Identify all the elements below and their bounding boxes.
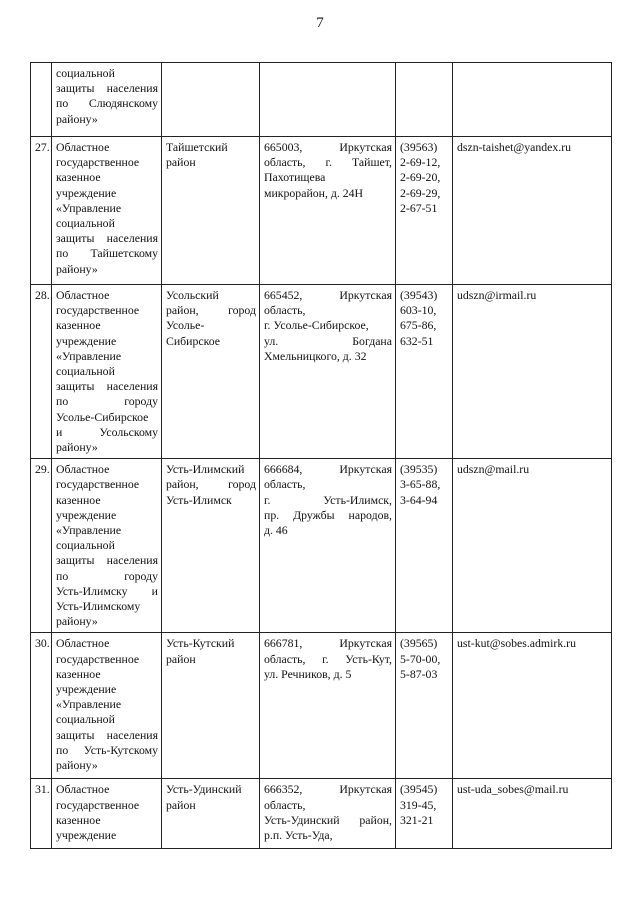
name-line: району»: [56, 440, 98, 455]
district-line: район: [166, 155, 196, 170]
address-cell: [260, 285, 396, 459]
address-line: область, г. Усть-Кут,: [264, 651, 392, 666]
table-body: [31, 63, 612, 849]
name-line: «Управление: [56, 523, 122, 538]
row-number-cell: [31, 137, 52, 285]
row-number: 29.: [35, 462, 50, 477]
row-number-cell: [31, 63, 52, 137]
name-line: району»: [56, 261, 98, 276]
address-cell: [260, 137, 396, 285]
name-line: учреждение: [56, 507, 117, 522]
address-line: ул. Богдана: [264, 333, 392, 348]
district-cell: [162, 63, 260, 137]
district-line: Тайшетский: [166, 140, 228, 154]
address-line: г. Усть-Илимск,: [264, 492, 392, 507]
name-line: Усть-Илимску и: [56, 583, 158, 598]
row-number: 28.: [35, 288, 50, 302]
address-line: область, г. Тайшет,: [264, 155, 392, 170]
name-line: Областное: [56, 782, 110, 797]
phone-line: 2-69-29,: [400, 185, 441, 200]
address-line: область,: [264, 303, 306, 318]
name-line: защиты населения: [56, 379, 158, 394]
name-line: казенное: [56, 812, 101, 827]
phone-line: 5-70-00,: [400, 651, 441, 666]
address-line: Хмельницкого, д. 32: [264, 348, 367, 363]
name-line: учреждение: [56, 333, 117, 348]
address-line: д. 46: [264, 523, 288, 538]
institution-name-cell: [52, 137, 162, 285]
name-line: учреждение: [56, 185, 117, 200]
email-address: ust-uda_sobes@mail.ru: [457, 782, 569, 797]
name-line: казенное: [56, 492, 101, 507]
district-cell: [162, 459, 260, 633]
district-line: Усть-Илимский: [166, 462, 245, 477]
address-line: г. Усолье-Сибирское,: [264, 318, 369, 333]
district-line: Усольский: [166, 288, 219, 302]
name-line: государственное: [56, 797, 140, 812]
table-row: [31, 285, 612, 459]
email-cell: [453, 63, 612, 137]
name-line: Усть-Илимскому: [56, 599, 141, 614]
name-line: Областное: [56, 462, 110, 477]
table-row: [31, 633, 612, 779]
district-cell: [162, 285, 260, 459]
row-number-cell: [31, 633, 52, 779]
phone-line: 675-86,: [400, 318, 437, 333]
row-number: 30.: [35, 636, 50, 651]
email-address: dszn-taishet@yandex.ru: [457, 140, 572, 154]
name-line: по Усть-Кутскому: [56, 742, 158, 757]
name-line: по Слюдянскому: [56, 96, 158, 111]
name-line: казенное: [56, 666, 101, 681]
address-line: р.п. Усть-Уда,: [264, 828, 333, 843]
phone-cell: [396, 63, 453, 137]
name-line: казенное: [56, 318, 101, 333]
name-line: Областное: [56, 636, 110, 651]
email-cell: [453, 779, 612, 849]
email-address: udszn@irmail.ru: [457, 288, 537, 302]
district-line: Усть-Кутский: [166, 636, 235, 651]
table-row: [31, 63, 612, 137]
row-number: 27.: [35, 140, 50, 154]
name-line: казенное: [56, 170, 101, 185]
name-line: учреждение: [56, 682, 117, 697]
phone-cell: [396, 633, 453, 779]
email-address: ust-kut@sobes.admirk.ru: [457, 636, 576, 651]
name-line: защиты населения: [56, 231, 158, 246]
name-line: по городу: [56, 394, 158, 409]
row-number-cell: [31, 459, 52, 633]
address-line: 666684, Иркутская: [264, 462, 392, 477]
phone-cell: [396, 779, 453, 849]
table-row: [31, 137, 612, 285]
name-line: социальной: [56, 216, 115, 231]
phone-line: 5-87-03: [400, 666, 438, 681]
email-address: udszn@mail.ru: [457, 462, 530, 477]
table-row: [31, 779, 612, 849]
phone-line: 632-51: [400, 333, 434, 348]
district-line: Усть-Удинский: [166, 782, 242, 797]
address-line: 665452, Иркутская: [264, 288, 392, 302]
institution-name-cell: [52, 633, 162, 779]
name-line: «Управление: [56, 348, 122, 363]
email-cell: [453, 137, 612, 285]
name-line: защиты населения: [56, 553, 158, 568]
phone-cell: [396, 285, 453, 459]
name-line: защиты населения: [56, 727, 158, 742]
institution-name-cell: [52, 285, 162, 459]
district-line: район, город: [166, 477, 256, 492]
address-cell: [260, 63, 396, 137]
name-line: району»: [56, 111, 98, 126]
institution-name-cell: [52, 459, 162, 633]
institution-name-cell: [52, 779, 162, 849]
name-line: государственное: [56, 155, 140, 170]
name-line: государственное: [56, 303, 140, 318]
phone-line: 2-69-20,: [400, 170, 441, 185]
district-line: Сибирское: [166, 333, 221, 348]
district-cell: [162, 779, 260, 849]
name-line: «Управление: [56, 200, 122, 215]
address-line: микрорайон, д. 24Н: [264, 185, 364, 200]
table-row: [31, 459, 612, 633]
institutions-table: [30, 62, 612, 849]
district-cell: [162, 633, 260, 779]
name-line: защиты населения: [56, 81, 158, 96]
address-line: область,: [264, 797, 306, 812]
name-line: государственное: [56, 477, 140, 492]
name-line: по Тайшетскому: [56, 246, 158, 261]
address-line: 666781, Иркутская: [264, 636, 392, 651]
address-line: 665003, Иркутская: [264, 140, 392, 154]
district-line: район: [166, 651, 196, 666]
phone-cell: [396, 137, 453, 285]
name-line: социальной: [56, 538, 115, 553]
phone-line: 603-10,: [400, 303, 437, 318]
district-cell: [162, 137, 260, 285]
address-cell: [260, 459, 396, 633]
email-cell: [453, 633, 612, 779]
name-line: социальной: [56, 66, 115, 80]
page-number: 7: [316, 15, 324, 31]
phone-line: 321-21: [400, 812, 434, 827]
name-line: государственное: [56, 651, 140, 666]
name-line: Областное: [56, 288, 110, 302]
address-line: 666352, Иркутская: [264, 782, 392, 797]
phone-line: 2-67-51: [400, 200, 438, 215]
phone-cell: [396, 459, 453, 633]
name-line: Областное: [56, 140, 110, 154]
address-line: Усть-Удинский район,: [264, 812, 392, 827]
name-line: социальной: [56, 364, 115, 379]
address-line: Пахотищева: [264, 170, 326, 185]
email-cell: [453, 285, 612, 459]
phone-line: 319-45,: [400, 797, 437, 812]
address-cell: [260, 779, 396, 849]
name-line: Усолье-Сибирское: [56, 409, 149, 424]
district-line: Усть-Илимск: [166, 492, 232, 507]
address-line: пр. Дружбы народов,: [264, 507, 392, 522]
row-number: 31.: [35, 782, 50, 797]
name-line: по городу: [56, 568, 158, 583]
name-line: району»: [56, 614, 98, 629]
phone-line: 3-64-94: [400, 492, 438, 507]
phone-line: (39565): [400, 636, 438, 651]
address-cell: [260, 633, 396, 779]
name-line: учреждение: [56, 828, 117, 843]
name-line: «Управление: [56, 697, 122, 712]
phone-line: 3-65-88,: [400, 477, 441, 492]
district-line: район: [166, 797, 196, 812]
name-line: району»: [56, 758, 98, 773]
district-line: Усолье-: [166, 318, 205, 333]
institution-name-cell: [52, 63, 162, 137]
name-line: и Усольскому: [56, 424, 158, 439]
phone-line: (39543): [400, 288, 438, 302]
name-line: социальной: [56, 712, 115, 727]
phone-line: (39545): [400, 782, 438, 797]
phone-line: 2-69-12,: [400, 155, 441, 170]
row-number-cell: [31, 285, 52, 459]
district-line: район, город: [166, 303, 256, 318]
phone-line: (39535): [400, 462, 438, 477]
phone-line: (39563): [400, 140, 438, 154]
address-line: ул. Речников, д. 5: [264, 666, 352, 681]
email-cell: [453, 459, 612, 633]
address-line: область,: [264, 477, 306, 492]
row-number-cell: [31, 779, 52, 849]
